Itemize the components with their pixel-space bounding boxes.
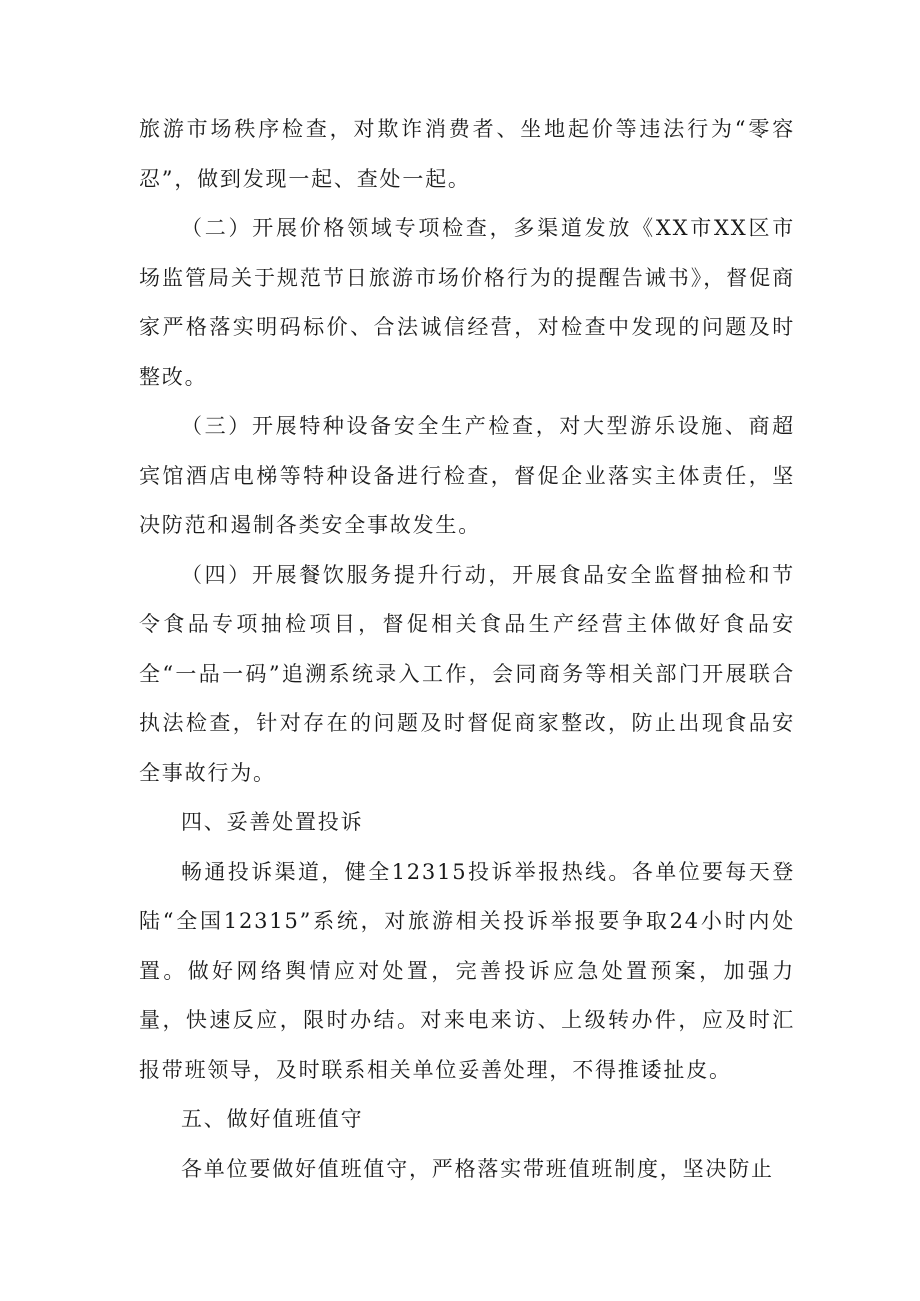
section-heading-duty: 五、做好值班值守: [181, 1107, 364, 1131]
paragraph-catering-service: （四）开展餐饮服务提升行动，开展食品安全监督抽检和节令食品专项抽检项目，督促相关食品生产经营主体做好食品安全“一品一码”追溯系统录入工作，会同商务等相关部门开展联合执法检查，针对存在的问题及时督促商家整改，防止出现食品安全事故行为。: [139, 562, 795, 785]
paragraph-special-equipment-safety: （三）开展特种设备安全生产检查，对大型游乐设施、商超宾馆酒店电梯等特种设备进行检查，督促企业落实主体责任，坚决防范和遏制各类安全事故发生。: [139, 414, 795, 537]
document-page: [139, 105, 795, 1194]
section-heading-complaints: 四、妥善处置投诉: [181, 810, 364, 834]
paragraph-tourism-market-check: 旅游市场秩序检查，对欺诈消费者、坐地起价等违法行为“零容忍”，做到发现一起、查处一起。: [139, 117, 795, 191]
paragraph-complaint-channels: 畅通投诉渠道，健全12315投诉举报热线。各单位要每天登陆“全国12315”系统，对旅游相关投诉举报要争取24小时内处置。做好网络舆情应对处置，完善投诉应急处置预案，加强力量，快速反应，限时办结。对来电来访、上级转办件，应及时汇报带班领导，及时联系相关单位妥善处理，不得推诿扯皮。: [139, 859, 795, 1082]
paragraph-duty-watch: 各单位要做好值班值守，严格落实带班值班制度，坚决防止: [181, 1156, 774, 1181]
paragraph-price-inspection: （二）开展价格领域专项检查，多渠道发放《XX市XX区市场监管局关于规范节日旅游市场价格行为的提醒告诫书》，督促商家严格落实明码标价、合法诚信经营，对检查中发现的问题及时整改。: [139, 216, 795, 389]
